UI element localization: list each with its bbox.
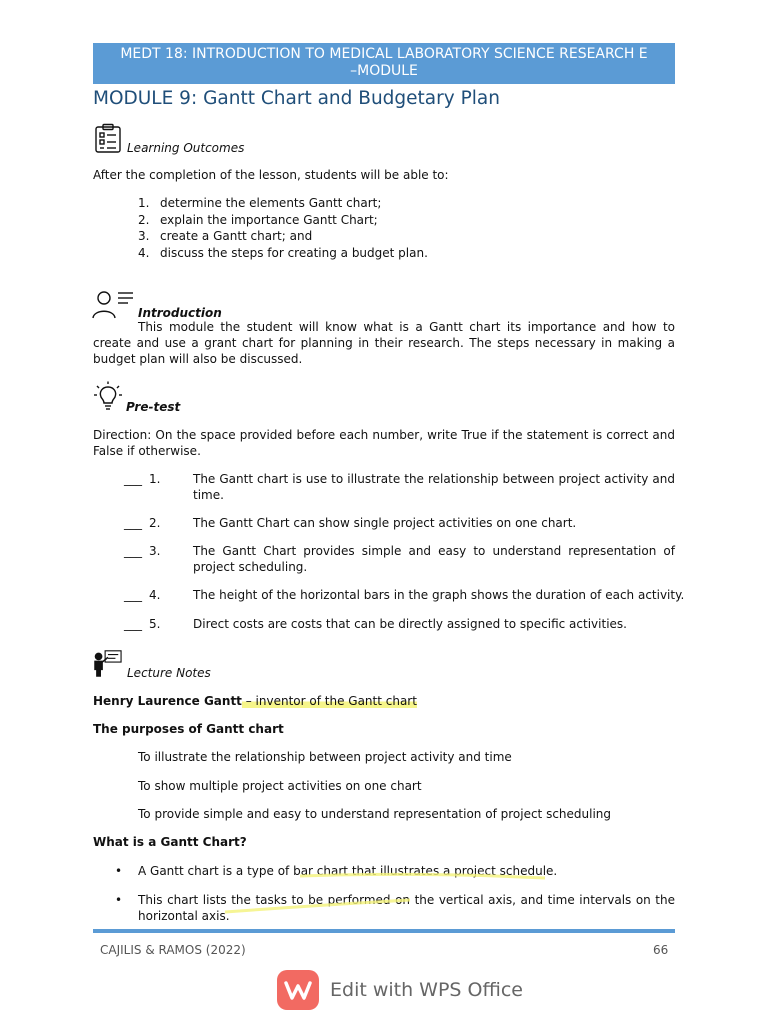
module-title: MODULE 9: Gantt Chart and Budgetary Plan	[93, 88, 500, 109]
purpose-item: To provide simple and easy to understand representation of project scheduling	[138, 807, 612, 821]
list-text: explain the importance Gantt Chart;	[160, 212, 378, 227]
answer-blank[interactable]: ___	[124, 544, 142, 558]
bullet-marker: •	[115, 864, 123, 878]
inventor-name: Henry Laurence Gantt	[93, 694, 242, 708]
list-number: 2.	[138, 212, 150, 227]
answer-blank[interactable]: ___	[124, 516, 142, 530]
introduction-heading: Introduction	[138, 306, 222, 320]
learning-outcomes-intro: After the completion of the lesson, students will be able to:	[93, 168, 449, 182]
learning-outcomes-heading: Learning Outcomes	[127, 141, 245, 155]
item-text: The height of the horizontal bars in the graph shows the duration of each activity.	[193, 588, 685, 602]
answer-blank[interactable]: ___	[124, 588, 142, 602]
wps-logo-icon[interactable]	[277, 970, 319, 1010]
list-text: determine the elements Gantt chart;	[160, 196, 382, 210]
purposes-heading: The purposes of Gantt chart	[93, 722, 284, 736]
footer-authors: CAJILIS & RAMOS (2022)	[100, 943, 246, 957]
true-word: True	[461, 428, 487, 442]
item-number: 2.	[149, 516, 161, 530]
item-text: The Gantt Chart can show single project activities on one chart.	[193, 516, 577, 530]
item-number: 4.	[149, 588, 161, 602]
bullet-text: A Gantt chart is a type of bar chart that illustrates a project schedule.	[138, 864, 558, 878]
edit-with-wps-link[interactable]: Edit with WPS Office	[330, 979, 523, 1001]
list-text: discuss the steps for creating a budget plan.	[160, 245, 428, 260]
false-word: False	[93, 444, 124, 458]
footer-divider	[93, 929, 675, 933]
list-number: 3.	[138, 229, 150, 243]
answer-blank[interactable]: ___	[124, 617, 142, 631]
page-number: 66	[653, 943, 669, 957]
list-number: 1.	[138, 196, 150, 210]
direction-text: Direction: On the space provided before each number, write	[93, 428, 462, 442]
inventor-description: – inventor of the Gantt chart	[241, 694, 417, 708]
list-number: 4.	[138, 245, 150, 260]
item-number: 3.	[149, 544, 161, 558]
bullet-marker: •	[115, 893, 123, 907]
item-number: 1.	[149, 472, 161, 486]
answer-blank[interactable]: ___	[124, 472, 142, 486]
list-text: create a Gantt chart; and	[160, 229, 313, 243]
item-text: The Gantt chart is use to illustrate the relationship between project activity and time.	[193, 472, 675, 502]
purpose-item: To show multiple project activities on one chart	[138, 779, 422, 793]
direction-text: if otherwise.	[123, 444, 201, 458]
item-text: The Gantt Chart provides simple and easy to understand representation of project scheduling.	[193, 544, 675, 574]
bullet-text: This chart lists the tasks to be performed on the vertical axis, and time intervals on the horizontal axis.	[138, 893, 675, 923]
purpose-item: To illustrate the relationship between project activity and time	[138, 750, 512, 764]
what-is-gantt-heading: What is a Gantt Chart?	[93, 835, 247, 849]
banner-line-2: –MODULE	[350, 63, 418, 79]
lecture-notes-heading: Lecture Notes	[127, 666, 211, 680]
item-number: 5.	[149, 617, 161, 631]
pretest-heading: Pre-test	[126, 400, 181, 414]
introduction-body: This module the student will know what is a Gantt chart its importance and how to create and use a grant chart for planning in their research. The steps necessary in making a budget plan will also be discussed.	[93, 320, 675, 366]
item-text: Direct costs are costs that can be directly assigned to specific activities.	[193, 617, 627, 631]
direction-text: if the statement is correct and	[486, 428, 675, 442]
banner-line-1: MEDT 18: INTRODUCTION TO MEDICAL LABORATORY SCIENCE RESEARCH E	[120, 46, 648, 62]
